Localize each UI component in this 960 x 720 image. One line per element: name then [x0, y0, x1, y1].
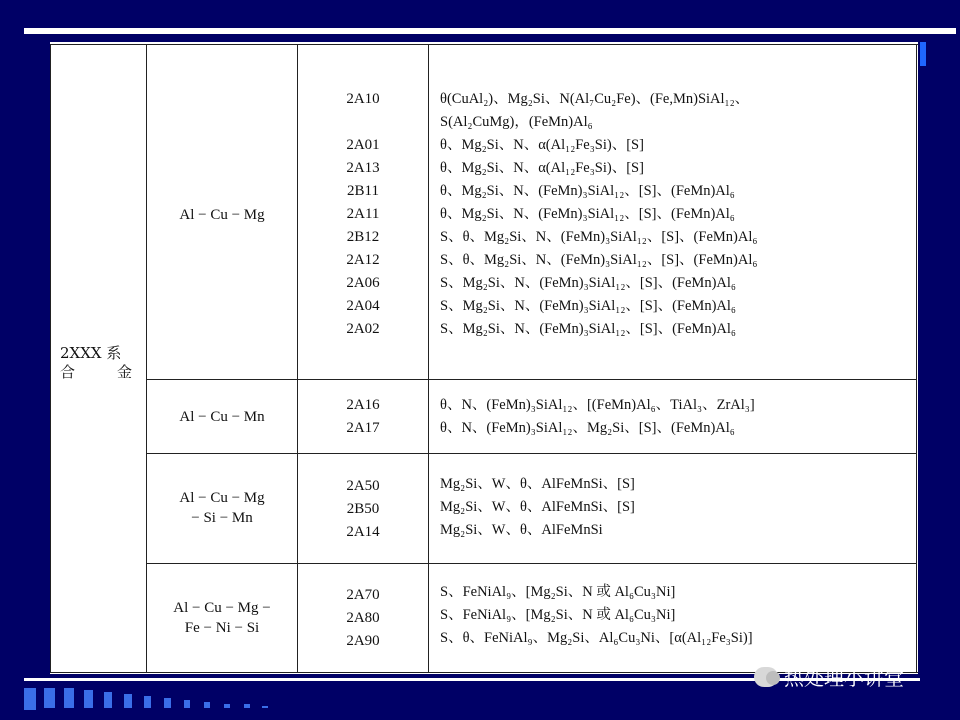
watermark [754, 662, 904, 691]
phase-list [440, 473, 910, 542]
grade-item: 2A17 [346, 420, 380, 436]
grade-list [318, 475, 408, 544]
row-divider-3 [146, 563, 916, 564]
phase-list [440, 581, 910, 650]
column-divider-2 [297, 44, 298, 672]
phase-item: S、Mg₂Si、N、(FeMn)₃SiAl₁₂、[S]、(FeMn)Al₆ [440, 321, 736, 337]
column-divider-3 [428, 44, 429, 672]
system-label-line2: Fe − Ni − Si [184, 620, 260, 636]
row-divider-1 [146, 379, 916, 380]
phase-item: S、θ、FeNiAl₉、Mg₂Si、Al₆Cu₃Ni、[α(Al₁₂Fe₃Si)] [440, 630, 753, 646]
grade-item: 2B50 [346, 501, 380, 517]
grade-list [318, 394, 408, 440]
phase-item: S(Al₂CuMg)，(FeMn)Al₆ [440, 114, 593, 130]
grade-item: 2B11 [347, 183, 379, 199]
grade-item: 2A13 [346, 160, 380, 176]
phase-item: S、θ、Mg₂Si、N、(FeMn)₃SiAl₁₂、[S]、(FeMn)Al₆ [440, 229, 758, 245]
grade-list [318, 584, 408, 653]
deco-block [184, 700, 190, 708]
group-label-jin: 金 [116, 363, 132, 381]
phase-item: Mg₂Si、W、θ、AlFeMnSi [440, 522, 603, 538]
phase-item: S、Mg₂Si、N、(FeMn)₃SiAl₁₂、[S]、(FeMn)Al₆ [440, 298, 736, 314]
grade-list [318, 88, 408, 341]
alloy-group-label [60, 344, 140, 382]
grade-item: 2A16 [346, 397, 380, 413]
table-top-border [50, 44, 918, 45]
phase-item: Mg₂Si、W、θ、AlFeMnSi、[S] [440, 476, 635, 492]
table-left-border [50, 44, 51, 672]
grade-item: 2A10 [346, 91, 380, 107]
deco-block [44, 688, 55, 708]
deco-block [84, 690, 93, 708]
accent-mark [920, 42, 926, 66]
top-divider [24, 28, 956, 34]
phase-list [440, 394, 910, 440]
grade-item: 2A70 [346, 587, 380, 603]
phase-item: θ(CuAl₂)、Mg₂Si、N(Al₇Cu₂Fe)、(Fe,Mn)SiAl₁₂、 [440, 91, 750, 107]
grade-item [318, 111, 408, 134]
grade-item: 2A12 [346, 252, 380, 268]
phase-item: θ、Mg₂Si、N、α(Al₁₂Fe₃Si)、[S] [440, 137, 644, 153]
phase-item: S、Mg₂Si、N、(FeMn)₃SiAl₁₂、[S]、(FeMn)Al₆ [440, 275, 736, 291]
wechat-icon [754, 667, 778, 687]
grade-item: 2A14 [346, 524, 380, 540]
phase-item: θ、Mg₂Si、N、α(Al₁₂Fe₃Si)、[S] [440, 160, 644, 176]
deco-block [262, 706, 268, 708]
phase-item: θ、Mg₂Si、N、(FeMn)₃SiAl₁₂、[S]、(FeMn)Al₆ [440, 183, 735, 199]
phase-item: S、θ、Mg₂Si、N、(FeMn)₃SiAl₁₂、[S]、(FeMn)Al₆ [440, 252, 758, 268]
system-al-cu-mn: Al − Cu − Mn [179, 409, 265, 425]
phase-item: S、FeNiAl₉、[Mg₂Si、N 或 Al₆Cu₃Ni] [440, 584, 676, 600]
group-label-line1: 2XXX 系 [60, 344, 122, 362]
system-al-cu-mg-fe-ni-si [148, 598, 296, 638]
system-label-line2: − Si − Mn [191, 510, 253, 526]
phase-item: θ、Mg₂Si、N、(FeMn)₃SiAl₁₂、[S]、(FeMn)Al₆ [440, 206, 735, 222]
watermark-text: 热处理小讲堂 [784, 666, 904, 690]
row-divider-2 [146, 453, 916, 454]
grade-item: 2A80 [346, 610, 380, 626]
system-label-line1: Al − Cu − Mg [179, 490, 265, 506]
grade-item: 2A90 [346, 633, 380, 649]
deco-block [144, 696, 151, 708]
phase-item: θ、N、(FeMn)₃SiAl₁₂、[(FeMn)Al₆、TiAl₃、ZrAl₃] [440, 397, 755, 413]
table-right-border [916, 44, 917, 672]
deco-block [104, 692, 112, 708]
grade-item: 2A04 [346, 298, 380, 314]
grade-item: 2A11 [346, 206, 380, 222]
deco-block [224, 704, 230, 708]
group-label-he: 合 [60, 363, 76, 381]
deco-block [24, 688, 36, 710]
deco-block [204, 702, 210, 708]
system-label-line1: Al − Cu − Mg − [173, 600, 271, 616]
phase-item: Mg₂Si、W、θ、AlFeMnSi、[S] [440, 499, 635, 515]
phase-item: S、FeNiAl₉、[Mg₂Si、N 或 Al₆Cu₃Ni] [440, 607, 676, 623]
grade-item: 2A01 [346, 137, 380, 153]
deco-block [124, 694, 132, 708]
phase-item: θ、N、(FeMn)₃SiAl₁₂、Mg₂Si、[S]、(FeMn)Al₆ [440, 420, 735, 436]
deco-block [164, 698, 171, 708]
deco-block [244, 704, 250, 708]
phase-list [440, 88, 910, 341]
column-divider-1 [146, 44, 147, 672]
grade-item: 2A50 [346, 478, 380, 494]
grade-item: 2B12 [346, 229, 380, 245]
grade-item: 2A06 [346, 275, 380, 291]
system-al-cu-mg: Al − Cu − Mg [179, 207, 265, 223]
system-al-cu-mg-si-mn [148, 488, 296, 528]
deco-block [64, 688, 74, 708]
grade-item: 2A02 [346, 321, 380, 337]
